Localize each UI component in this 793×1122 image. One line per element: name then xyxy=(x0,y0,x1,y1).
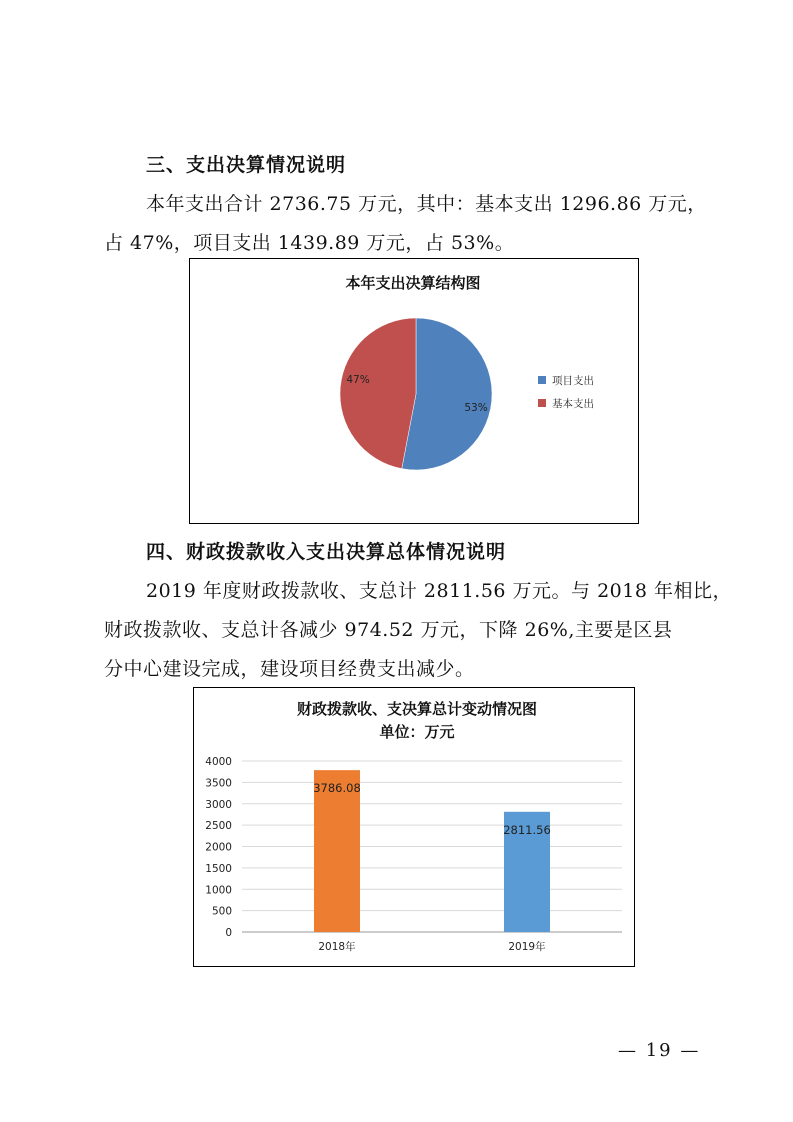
bar-chart-subtitle: 单位：万元 xyxy=(379,723,455,741)
fiscal-paragraph xyxy=(104,572,732,689)
y-tick-label: 4000 xyxy=(205,756,232,768)
y-tick-label: 1500 xyxy=(205,862,232,875)
x-category-label: 2019年 xyxy=(508,941,546,953)
y-tick-label: 3500 xyxy=(205,777,232,790)
legend-label: 项目支出 xyxy=(552,375,594,387)
bar-data-label: 3786.08 xyxy=(313,781,361,796)
paragraph-line: 占 47%，项目支出 1439.89 万元，占 53%。 xyxy=(104,232,515,254)
pie-data-label: 47% xyxy=(346,374,370,386)
paragraph-line: 分中心建设完成，建设项目经费支出减少。 xyxy=(104,658,475,680)
section-heading-expenditure: 三、支出决算情况说明 xyxy=(146,154,347,176)
y-tick-label: 1000 xyxy=(205,884,232,897)
pie-chart-box xyxy=(189,258,639,524)
section-heading-fiscal: 四、财政拨款收入支出决算总体情况说明 xyxy=(146,541,507,563)
pie-chart xyxy=(190,259,637,522)
y-tick-label: 3000 xyxy=(205,798,232,811)
paragraph-line: 2019 年度财政拨款收、支总计 2811.56 万元。与 2018 年相比， xyxy=(146,580,732,602)
bar-chart-title: 财政拨款收、支决算总计变动情况图 xyxy=(296,700,538,718)
pie-data-label: 53% xyxy=(464,402,488,414)
x-category-label: 2018年 xyxy=(318,941,356,953)
y-tick-label: 2500 xyxy=(205,820,232,833)
legend-swatch xyxy=(538,376,546,384)
legend-swatch xyxy=(538,399,546,407)
bar-data-label: 2811.56 xyxy=(503,822,551,837)
y-tick-label: 0 xyxy=(225,927,232,939)
paragraph-line: 本年支出合计 2736.75 万元，其中：基本支出 1296.86 万元， xyxy=(146,193,707,215)
paragraph-line: 财政拨款收、支总计各减少 974.52 万元，下降 26%,主要是区县 xyxy=(104,619,673,641)
page-number: — 19 — xyxy=(618,1040,701,1061)
expenditure-paragraph xyxy=(104,185,707,263)
pie-slice xyxy=(340,318,416,469)
bar-chart-box xyxy=(193,687,635,967)
y-tick-label: 500 xyxy=(211,905,232,918)
pie-chart-title: 本年支出决算结构图 xyxy=(345,274,481,292)
y-tick-label: 2000 xyxy=(205,841,232,854)
legend-label: 基本支出 xyxy=(552,398,594,410)
bar-chart xyxy=(194,688,633,965)
